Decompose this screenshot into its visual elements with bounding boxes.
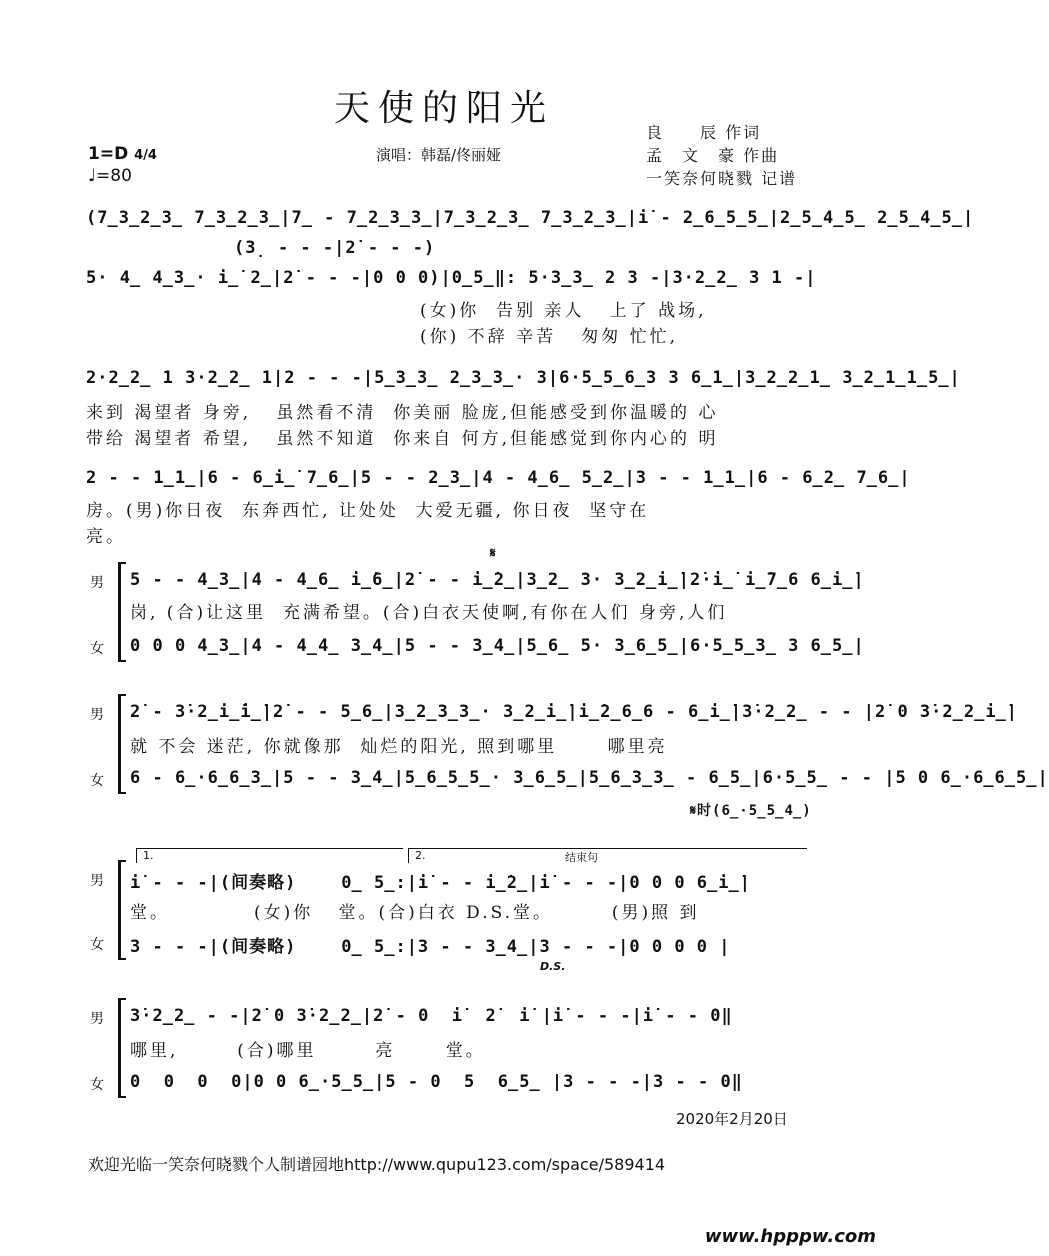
volta-second bbox=[408, 848, 807, 863]
score-row-3: 5· 4̲ 4̲3̲· i̲̇ 2̲|2̇ - - -|0 0 0)|0̲5̲‖: 5·3̲3̲ 2 3 -|3·2̲2̲ 3 1 -| bbox=[86, 268, 817, 288]
part-label-female: 女 bbox=[90, 641, 104, 657]
lyric-row-3b: 亮。 bbox=[86, 527, 126, 547]
score-row-4: 2·2̲2̲ 1 3·2̲2̲ 1|2 - - -|5̲3̲3̲ 2̲3̲3̲· 3|6·5̲5̲6̲3 3 6̲1̲|3̲2̲2̲1̲ 3̲2̲1̲1̲5̲| bbox=[86, 368, 961, 388]
key-label: 1=D bbox=[88, 144, 129, 164]
lyric-row-7: 哪里, (合)哪里 亮 堂。 bbox=[130, 1041, 486, 1061]
system-brace bbox=[118, 860, 127, 960]
segno-mark: 𝄋 bbox=[490, 546, 497, 561]
composer-credit: 孟 文 豪 作曲 bbox=[646, 146, 780, 165]
lyric-row-2a: 来到 渴望者 身旁, 虽然看不清 你美丽 脸庞,但能感受到你温暖的 心 bbox=[86, 403, 719, 423]
lyric-row-6: 堂。 (女)你 堂。(合)白衣 D.S.堂。 (男)照 到 bbox=[130, 903, 700, 923]
part-label-male: 男 bbox=[90, 873, 104, 889]
score-row-7: 0 0 0 4̲3̲|4 - 4̲4̲ 3̲4̲|5 - - 3̲4̲|5̲6̲ 5· 3̲6̲5̲|6·5̲5̲3̲ 3 6̲5̲| bbox=[130, 636, 865, 656]
system-brace bbox=[118, 562, 127, 662]
segno-note: 𝄋时(6̲·5̲5̲4̲) bbox=[690, 803, 812, 819]
score-row-10: i̇ - - -|(间奏略) 0̲ 5̲:|i̇ - - i̲̇2̲|i̇ - - -|0 0 0 6̲i̲̇| bbox=[130, 873, 751, 893]
part-label-male: 男 bbox=[90, 1011, 104, 1027]
lyric-row-1a: (女)你 告别 亲人 上了 战场, bbox=[420, 301, 707, 321]
part-label-female: 女 bbox=[90, 773, 104, 789]
part-label-female: 女 bbox=[90, 1077, 104, 1093]
score-row-2: (3̣ - - -|2̇ - - -) bbox=[234, 238, 436, 258]
song-title: 天使的阳光 bbox=[333, 88, 554, 129]
lyric-row-2b: 带给 渴望者 希望, 虽然不知道 你来自 何方,但能感觉到你内心的 明 bbox=[86, 429, 719, 449]
coda-label: 结束句 bbox=[565, 851, 598, 864]
part-label-female: 女 bbox=[90, 937, 104, 953]
lyricist-credit: 良 辰 作词 bbox=[646, 123, 762, 142]
tempo-marking: ♩=80 bbox=[88, 166, 132, 186]
lyric-row-3a: 房。(男)你日夜 东奔西忙, 让处处 大爱无疆, 你日夜 坚守在 bbox=[86, 501, 650, 521]
system-brace bbox=[118, 694, 127, 794]
score-row-9: 6 - 6̲·6̲6̲3̲|5 - - 3̲4̲|5̲6̲5̲5̲· 3̲6̲5̲|5̲6̲3̲3̲ - 6̲5̲|6·5̲5̲ - - |5 0 6̲·6̲6̲5̲| bbox=[130, 768, 1049, 788]
score-row-5: 2 - - 1̲1̲|6 - 6̲i̲̇ 7̲6̲|5 - - 2̲3̲|4 - 4̲6̲ 5̲2̲|3 - - 1̲1̲|6 - 6̲2̲ 7̲6̲| bbox=[86, 468, 911, 488]
part-label-male: 男 bbox=[90, 707, 104, 723]
volta-second-label: 2. bbox=[415, 849, 426, 862]
watermark: www.hpppw.com bbox=[704, 1226, 876, 1247]
time-signature: 4/4 bbox=[134, 148, 157, 163]
score-row-13: 0 0 0 0|0 0 6̲·5̲5̲|5 - 0 5 6̲5̲ |3 - - -|3 - - 0‖ bbox=[130, 1072, 743, 1092]
lyric-row-4: 岗, (合)让这里 充满希望。(合)白衣天使啊,有你在人们 身旁,人们 bbox=[130, 603, 728, 623]
lyric-row-5: 就 不会 迷茫, 你就像那 灿烂的阳光, 照到哪里 哪里亮 bbox=[130, 737, 668, 757]
score-row-11: 3 - - -|(间奏略) 0̲ 5̲:|3 - - 3̲4̲|3 - - -|0 0 0 0 | bbox=[130, 937, 731, 957]
key-signature bbox=[88, 144, 157, 164]
score-row-6: 5 - - 4̲3̲|4 - 4̲6̲ i̲̇6̲|2̇ - - i̲̇2̲|3̲2̲ 3· 3̲2̲i̲̇|2̇·i̲̇ i̲̇7̲6 6̲i̲̇| bbox=[130, 570, 865, 590]
singers-credit: 演唱：韩磊/佟丽娅 bbox=[376, 146, 502, 164]
footer-text: 欢迎光临一笑奈何晓戮个人制谱园地http://www.qupu123.com/space/589414 bbox=[88, 1155, 666, 1174]
score-row-1: (7̲3̲2̲3̲ 7̲3̲2̲3̲|7̲ - 7̲2̲3̲3̲|7̲3̲2̲3̲ 7̲3̲2̲3̲|i̇ - 2̲6̲5̲5̲|2̲5̲4̲5̲ 2̲5̲4̲5̲| bbox=[86, 208, 975, 228]
score-row-12: 3̇·2̲2̲ - -|2̇ 0 3̇·2̲2̲|2̇ - 0 i̇ 2̇ i̇ |i̇ - - -|i̇ - - 0‖ bbox=[130, 1006, 733, 1026]
volta-first-label: 1. bbox=[143, 849, 154, 862]
score-row-8: 2̇ - 3̇·2̲i̲̇i̲̇|2̇ - - 5̲6̲|3̲2̲3̲3̲· 3̲2̲i̲̇|i̲̇2̲6̲6 - 6̲i̲̇|3̇·2̲2̲ - - |2̇ 0 3̇·2̲2̲i̲̇| bbox=[130, 702, 1019, 722]
ds-mark: D.S. bbox=[540, 960, 566, 973]
lyric-row-1b: (你) 不辞 辛苦 匆匆 忙忙, bbox=[420, 327, 679, 347]
date-stamp: 2020年2月20日 bbox=[676, 1110, 788, 1128]
volta-first bbox=[136, 848, 403, 863]
system-brace bbox=[118, 998, 127, 1098]
part-label-male: 男 bbox=[90, 575, 104, 591]
transcriber-credit: 一笑奈何晓戮 记谱 bbox=[646, 169, 798, 188]
